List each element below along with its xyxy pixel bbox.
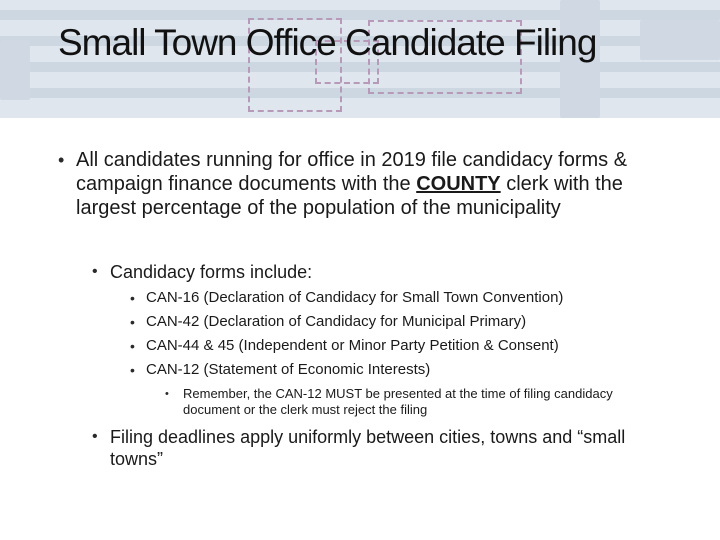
form-list-item [130,310,690,334]
bullet-text [58,148,678,220]
reminder-text: Remember, the CAN-12 MUST be presented at the time of filing candidacy document or the clerk must reject the filing [183,386,613,417]
form-item-text: CAN-16 (Declaration of Candidacy for Small Town Convention) [146,289,564,306]
bullet-icon: • [58,150,65,170]
bullet-county-filing [58,148,678,220]
bullet-text: Candidacy forms include: [110,262,313,282]
form-list-item [130,358,690,382]
bullet-icon: • [130,314,135,330]
bullet-text-part: clerk with the largest percentage of the population of the municipality [76,173,623,219]
county-emphasis: COUNTY [416,173,501,195]
bullet-icon: • [92,428,98,445]
bullet-icon: • [130,362,135,378]
form-list-item [130,334,690,358]
bullet-icon: • [130,338,135,354]
bullet-icon: • [130,290,135,306]
form-item-text: CAN-44 & 45 (Independent or Minor Party Petition & Consent) [146,337,559,354]
header-stripe [0,10,720,20]
form-list-item [130,286,690,310]
header-stripe [0,88,720,98]
bullet-icon: • [92,263,98,280]
bullet-reminder [165,386,665,418]
bullet-icon: • [165,388,169,400]
bullet-forms-heading [92,261,652,283]
form-item-text: CAN-12 (Statement of Economic Interests) [146,361,431,378]
form-item-text: CAN-42 (Declaration of Candidacy for Municipal Primary) [146,313,527,330]
bullet-filing-deadlines [92,426,652,470]
slide-title: Small Town Office Candidate Filing [58,22,597,63]
bullet-text: Filing deadlines apply uniformly between cities, towns and “small towns” [110,427,626,469]
bullet-text-part: All candidates running for office in 2019 file candidacy forms & campaign finance documents with the [76,149,628,195]
header-block [0,40,30,100]
